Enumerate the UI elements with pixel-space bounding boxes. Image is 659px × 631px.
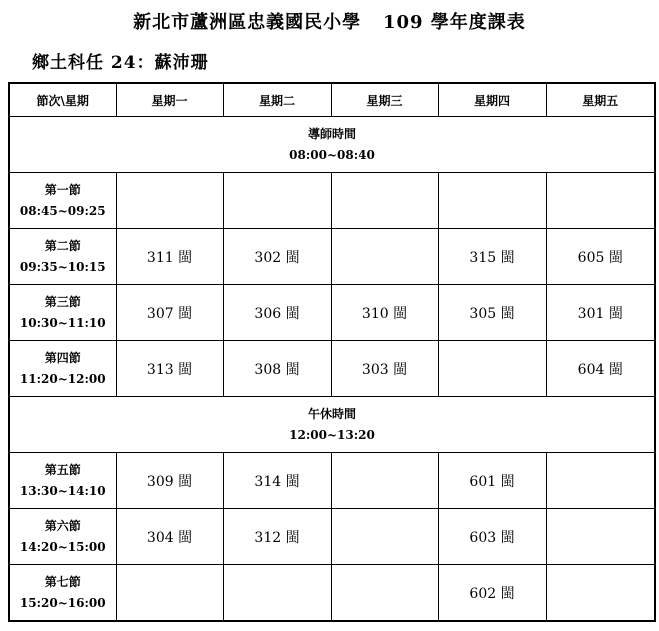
header-thursday: 星期四 xyxy=(438,83,546,117)
period-time: 08:45~09:25 xyxy=(19,203,106,218)
period-cell xyxy=(9,173,116,229)
class-cell: 312 閩 xyxy=(223,509,331,565)
class-cell: 305 閩 xyxy=(438,285,546,341)
table-row xyxy=(9,565,655,622)
class-cell: 603 閩 xyxy=(438,509,546,565)
class-cell: 309 閩 xyxy=(116,453,223,509)
table-row xyxy=(9,285,655,341)
page-title: 新北市蘆洲區忠義國民小學 109 學年度課表 xyxy=(133,12,526,33)
class-cell xyxy=(223,173,331,229)
period-cell xyxy=(9,453,116,509)
period-time: 11:20~12:00 xyxy=(19,371,106,386)
class-cell: 315 閩 xyxy=(438,229,546,285)
class-cell xyxy=(331,453,438,509)
table-row xyxy=(9,229,655,285)
period-cell xyxy=(9,285,116,341)
header-tuesday: 星期二 xyxy=(223,83,331,117)
class-cell xyxy=(546,565,655,622)
table-row xyxy=(9,173,655,229)
period-name: 第四節 xyxy=(44,350,81,365)
class-cell: 303 閩 xyxy=(331,341,438,397)
class-cell xyxy=(546,509,655,565)
period-time: 10:30~11:10 xyxy=(19,315,106,330)
period-name: 第二節 xyxy=(44,238,81,253)
table-row xyxy=(9,509,655,565)
class-cell xyxy=(331,509,438,565)
period-cell xyxy=(9,509,116,565)
header-friday: 星期五 xyxy=(546,83,655,117)
break-cell-lunch xyxy=(9,397,655,453)
class-cell: 602 閩 xyxy=(438,565,546,622)
period-name: 第七節 xyxy=(44,574,81,589)
class-cell: 307 閩 xyxy=(116,285,223,341)
class-cell: 604 閩 xyxy=(546,341,655,397)
class-cell xyxy=(438,341,546,397)
period-time: 09:35~10:15 xyxy=(19,259,106,274)
period-cell xyxy=(9,565,116,622)
class-cell: 308 閩 xyxy=(223,341,331,397)
header-monday: 星期一 xyxy=(116,83,223,117)
class-cell xyxy=(223,565,331,622)
class-cell: 601 閩 xyxy=(438,453,546,509)
header-row xyxy=(9,83,655,117)
class-cell xyxy=(116,565,223,622)
class-cell: 301 閩 xyxy=(546,285,655,341)
teacher-subtitle: 鄉土科任 24：蘇沛珊 xyxy=(32,53,209,73)
class-cell: 302 閩 xyxy=(223,229,331,285)
period-cell xyxy=(9,229,116,285)
period-name: 第六節 xyxy=(44,518,81,533)
class-cell xyxy=(331,565,438,622)
class-cell xyxy=(546,173,655,229)
table-row xyxy=(9,397,655,453)
class-cell xyxy=(438,173,546,229)
header-wednesday: 星期三 xyxy=(331,83,438,117)
table-row xyxy=(9,453,655,509)
period-time: 15:20~16:00 xyxy=(19,595,106,610)
class-cell xyxy=(546,453,655,509)
class-cell: 605 閩 xyxy=(546,229,655,285)
class-cell xyxy=(116,173,223,229)
table-row xyxy=(9,117,655,173)
table-row xyxy=(9,341,655,397)
period-name: 第三節 xyxy=(44,294,81,309)
period-name: 第一節 xyxy=(44,182,81,197)
class-cell: 304 閩 xyxy=(116,509,223,565)
schedule-table xyxy=(8,82,656,622)
period-cell xyxy=(9,341,116,397)
class-cell: 314 閩 xyxy=(223,453,331,509)
class-cell: 311 閩 xyxy=(116,229,223,285)
class-cell: 306 閩 xyxy=(223,285,331,341)
period-time: 14:20~15:00 xyxy=(19,539,106,554)
period-name: 第五節 xyxy=(44,462,81,477)
break-time: 12:00~13:20 xyxy=(289,427,375,442)
header-period-weekday: 節次\星期 xyxy=(9,83,116,117)
break-cell-homeroom xyxy=(9,117,655,173)
class-cell: 313 閩 xyxy=(116,341,223,397)
break-name: 導師時間 xyxy=(307,126,356,141)
period-time: 13:30~14:10 xyxy=(19,483,106,498)
break-time: 08:00~08:40 xyxy=(289,147,375,162)
class-cell: 310 閩 xyxy=(331,285,438,341)
break-name: 午休時間 xyxy=(307,406,356,421)
class-cell xyxy=(331,173,438,229)
class-cell xyxy=(331,229,438,285)
